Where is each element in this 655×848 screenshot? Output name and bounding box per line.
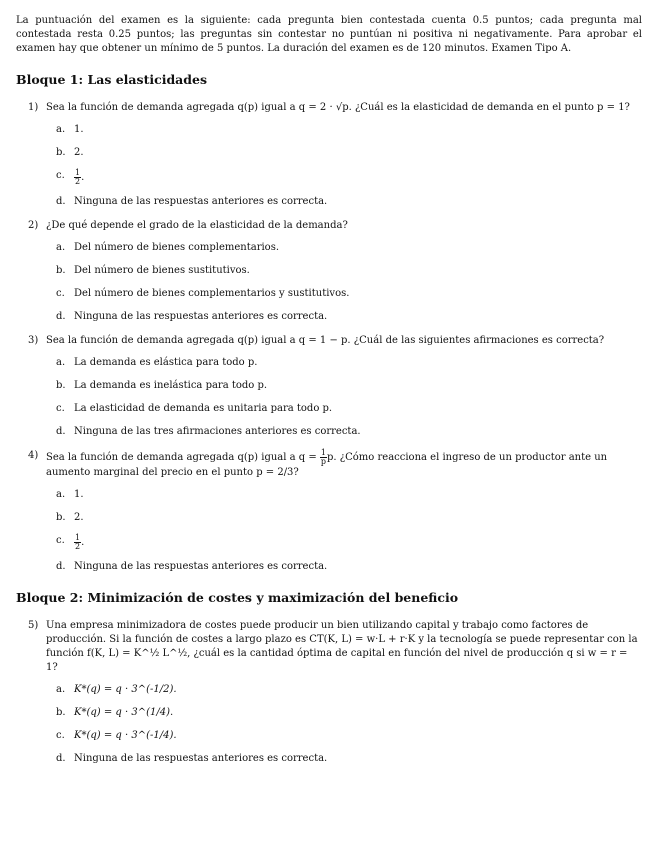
option-letter: a. xyxy=(56,489,66,500)
option-text: K*(q) = q · 3^(1/4). xyxy=(74,707,174,718)
option-letter: c. xyxy=(56,730,65,741)
option-text: . xyxy=(81,172,85,183)
option-c[interactable] xyxy=(56,534,642,551)
option-letter: b. xyxy=(56,512,66,523)
fraction-numerator: 1 xyxy=(75,533,81,542)
option-a[interactable] xyxy=(56,356,642,370)
option-text: Del número de bienes sustitutivos. xyxy=(74,265,250,276)
option-text: 1. xyxy=(74,489,84,500)
option-text: Ninguna de las respuestas anteriores es correcta. xyxy=(74,753,328,764)
option-letter: c. xyxy=(56,403,65,414)
option-letter: b. xyxy=(56,380,66,391)
option-a[interactable] xyxy=(56,241,642,255)
question-text-after: p. ¿Cómo reacciona el ingreso de un productor ante un aumento marginal del precio en el punto p = 2/3? xyxy=(46,452,608,478)
fraction xyxy=(320,449,327,466)
question-1 xyxy=(16,101,642,209)
question-text: Sea la función de demanda agregada q(p) igual a q = 2 · √p. ¿Cuál es la elasticidad de demanda en el punto p = 1? xyxy=(46,102,630,113)
option-letter: c. xyxy=(56,535,65,546)
option-d[interactable] xyxy=(56,560,642,574)
fraction-numerator: 1 xyxy=(320,448,327,457)
option-c[interactable] xyxy=(56,729,642,743)
option-c[interactable] xyxy=(56,287,642,301)
section-1 xyxy=(16,72,642,574)
question-text: ¿De qué depende el grado de la elasticidad de la demanda? xyxy=(46,220,348,231)
option-b[interactable] xyxy=(56,379,642,393)
option-letter: a. xyxy=(56,684,66,695)
question-4 xyxy=(16,449,642,574)
options-list xyxy=(56,683,642,766)
question-5 xyxy=(16,619,642,766)
option-text: Del número de bienes complementarios y sustitutivos. xyxy=(74,288,350,299)
question-text: Sea la función de demanda agregada q(p) igual a q = 1 − p. ¿Cuál de las siguientes afirmaciones es correcta? xyxy=(46,335,605,346)
section-2 xyxy=(16,590,642,766)
option-a[interactable] xyxy=(56,488,642,502)
option-letter: d. xyxy=(56,426,66,437)
question-number: 5) xyxy=(28,620,39,631)
option-c[interactable] xyxy=(56,402,642,416)
option-d[interactable] xyxy=(56,425,642,439)
option-text: Ninguna de las tres afirmaciones anteriores es correcta. xyxy=(74,426,361,437)
option-letter: d. xyxy=(56,753,66,764)
option-b[interactable] xyxy=(56,264,642,278)
exam-page xyxy=(16,14,642,776)
fraction-numerator: 1 xyxy=(75,168,81,177)
fraction-denominator: 2 xyxy=(75,177,81,186)
section-title: Bloque 2: Minimización de costes y maximización del beneficio xyxy=(16,590,459,605)
option-text: La demanda es inelástica para todo p. xyxy=(74,380,268,391)
option-text: 2. xyxy=(74,147,84,158)
question-number: 1) xyxy=(28,102,39,113)
option-c[interactable] xyxy=(56,169,642,186)
question-number: 4) xyxy=(28,450,39,461)
options-list xyxy=(56,488,642,574)
option-a[interactable] xyxy=(56,123,642,137)
option-letter: a. xyxy=(56,124,66,135)
option-letter: d. xyxy=(56,311,66,322)
option-text: . xyxy=(81,537,85,548)
question-3 xyxy=(16,334,642,439)
options-list xyxy=(56,241,642,324)
question-text xyxy=(46,449,642,480)
option-text: K*(q) = q · 3^(-1/4). xyxy=(74,730,177,741)
option-b[interactable] xyxy=(56,511,642,525)
option-letter: b. xyxy=(56,707,66,718)
option-letter: b. xyxy=(56,147,66,158)
option-text: 1. xyxy=(74,124,84,135)
option-d[interactable] xyxy=(56,195,642,209)
option-b[interactable] xyxy=(56,706,642,720)
option-text: Del número de bienes complementarios. xyxy=(74,242,280,253)
option-text: Ninguna de las respuestas anteriores es correcta. xyxy=(74,311,328,322)
option-letter: d. xyxy=(56,196,66,207)
option-text: La elasticidad de demanda es unitaria para todo p. xyxy=(74,403,333,414)
option-b[interactable] xyxy=(56,146,642,160)
question-text: Una empresa minimizadora de costes puede producir un bien utilizando capital y trabajo como factores de producción. Si la función de costes a largo plazo es CT(K, L) = w·L + r·K y la tecnología se puede representar con la función f(K, L) = K^½ L^½, ¿cuál es la cantidad óptima de capital en función del nivel de producción q si w = r = 1? xyxy=(46,620,638,673)
option-letter: d. xyxy=(56,561,66,572)
option-text: K*(q) = q · 3^(-1/2). xyxy=(74,684,177,695)
question-2 xyxy=(16,219,642,324)
options-list xyxy=(56,123,642,209)
option-letter: c. xyxy=(56,288,65,299)
section-title: Bloque 1: Las elasticidades xyxy=(16,72,208,87)
option-d[interactable] xyxy=(56,752,642,766)
option-text: La demanda es elástica para todo p. xyxy=(74,357,258,368)
option-text: Ninguna de las respuestas anteriores es correcta. xyxy=(74,561,328,572)
option-letter: a. xyxy=(56,242,66,253)
question-text-before: Sea la función de demanda agregada q(p) igual a q = xyxy=(46,452,320,463)
option-d[interactable] xyxy=(56,310,642,324)
fraction-denominator: p xyxy=(320,457,327,466)
option-letter: b. xyxy=(56,265,66,276)
fraction-denominator: 2 xyxy=(75,542,81,551)
question-number: 3) xyxy=(28,335,39,346)
exam-instructions: La puntuación del examen es la siguiente: cada pregunta bien contestada cuenta 0.5 puntos; cada pregunta mal contestada resta 0.25 puntos; las preguntas sin contestar no puntúan ni positiva ni negativamente. Para aprobar el examen hay que obtener un mínimo de 5 puntos. La duración del examen es de 120 minutos. Examen Tipo A. xyxy=(16,15,642,54)
question-number: 2) xyxy=(28,220,39,231)
option-a[interactable] xyxy=(56,683,642,697)
option-letter: c. xyxy=(56,170,65,181)
options-list xyxy=(56,356,642,439)
option-text: 2. xyxy=(74,512,84,523)
option-letter: a. xyxy=(56,357,66,368)
option-text: Ninguna de las respuestas anteriores es correcta. xyxy=(74,196,328,207)
